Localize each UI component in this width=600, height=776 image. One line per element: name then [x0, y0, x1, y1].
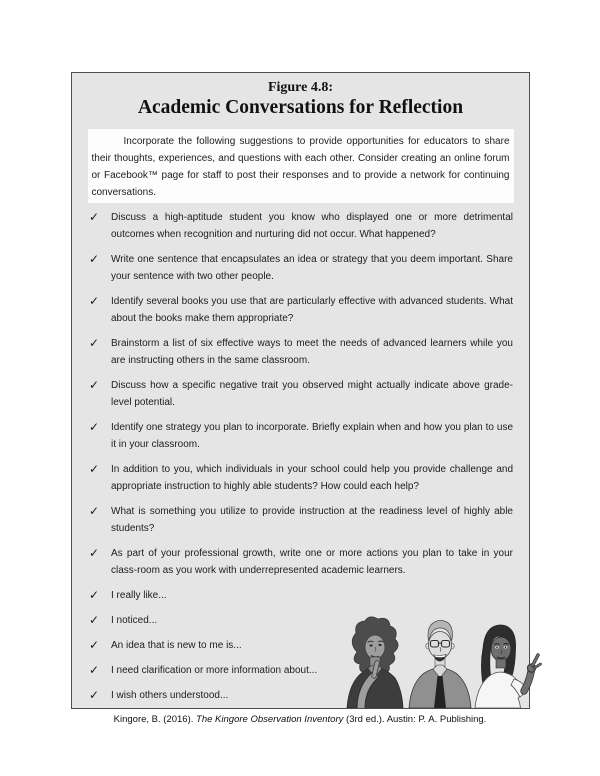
checkmark-icon: ✓ — [89, 420, 100, 434]
checkmark-icon: ✓ — [89, 378, 100, 392]
checklist-item — [89, 335, 529, 369]
checkmark-icon: ✓ — [89, 294, 100, 308]
figure-panel — [71, 72, 530, 709]
citation-suffix: (3rd ed.). Austin: P. A. Publishing. — [343, 714, 487, 725]
citation — [0, 714, 600, 725]
checklist-item-text: Identify several books you use that are particularly effective with advanced students. What about the books make them appropriate? — [111, 296, 513, 324]
checklist-item-text: Write one sentence that encapsulates an idea or strategy that you deem important. Share your sentence with two other people. — [111, 254, 513, 282]
checklist-item — [89, 503, 529, 537]
checklist-item-text: I need clarification or more information about... — [111, 665, 318, 676]
educators-svg — [335, 616, 547, 708]
checklist-item — [89, 209, 529, 243]
checkmark-icon: ✓ — [89, 688, 100, 702]
checklist-item-text: Brainstorm a list of six effective ways to meet the needs of advanced learners while you are instructing others in the same classroom. — [111, 338, 513, 366]
checkmark-icon: ✓ — [89, 252, 100, 266]
citation-book-title: The Kingore Observation Inventory — [196, 714, 344, 725]
three-educators-illustration — [335, 616, 547, 708]
checklist-item — [89, 419, 529, 453]
checkmark-icon: ✓ — [89, 336, 100, 350]
man-glasses-figure — [409, 620, 471, 708]
checklist-item-text: An idea that is new to me is... — [111, 640, 242, 651]
checklist-item-text: I really like... — [111, 590, 167, 601]
checkmark-icon: ✓ — [89, 546, 100, 560]
checkmark-icon: ✓ — [89, 462, 100, 476]
checklist-item — [89, 461, 529, 495]
checkmark-icon: ✓ — [89, 638, 100, 652]
figure-title: Academic Conversations for Reflection — [137, 97, 464, 118]
checklist-item-text: Discuss a high-aptitude student you know who displayed one or more detrimental outcomes when recognition and nurturing did not occur. What happened? — [111, 212, 513, 240]
checklist-item — [89, 293, 529, 327]
woman-thinking-figure — [347, 617, 403, 708]
checkmark-icon: ✓ — [89, 663, 100, 677]
checklist-item-text: I noticed... — [111, 615, 158, 626]
checklist-item-text: I wish others understood... — [111, 690, 229, 701]
checklist-item-text: Identify one strategy you plan to incorporate. Briefly explain when and how you plan to use it in your classroom. — [111, 422, 513, 450]
checkmark-icon: ✓ — [89, 210, 100, 224]
checklist-item — [89, 377, 529, 411]
checklist-item-text: As part of your professional growth, write one or more actions you plan to take in your class-room as you work with underrepresented academic learners. — [111, 548, 513, 576]
checklist-item-text: Discuss how a specific negative trait you observed might actually indicate above grade-level potential. — [111, 380, 513, 408]
checkmark-icon: ✓ — [89, 588, 100, 602]
checkmark-icon: ✓ — [89, 613, 100, 627]
checklist-item — [89, 545, 529, 579]
checklist-item-text: In addition to you, which individuals in your school could help you provide challenge and appropriate instruction to highly able students? How could each help? — [111, 464, 513, 492]
citation-prefix: Kingore, B. (2016). — [113, 714, 197, 725]
checkmark-icon: ✓ — [89, 504, 100, 518]
checklist-item — [89, 587, 529, 604]
intro-paragraph: Incorporate the following suggestions to provide opportunities for educators to share their thoughts, experiences, and questions with each other. Consider creating an online forum or Facebook™ page for staff to post their responses and to provide a network for continuing conversations. — [88, 129, 514, 203]
figure-label: Figure 4.8: — [267, 80, 334, 95]
checklist-item — [89, 251, 529, 285]
woman-pointing-figure — [475, 625, 541, 708]
checklist-item-text: What is something you utilize to provide instruction at the readiness level of highly able students? — [111, 506, 513, 534]
